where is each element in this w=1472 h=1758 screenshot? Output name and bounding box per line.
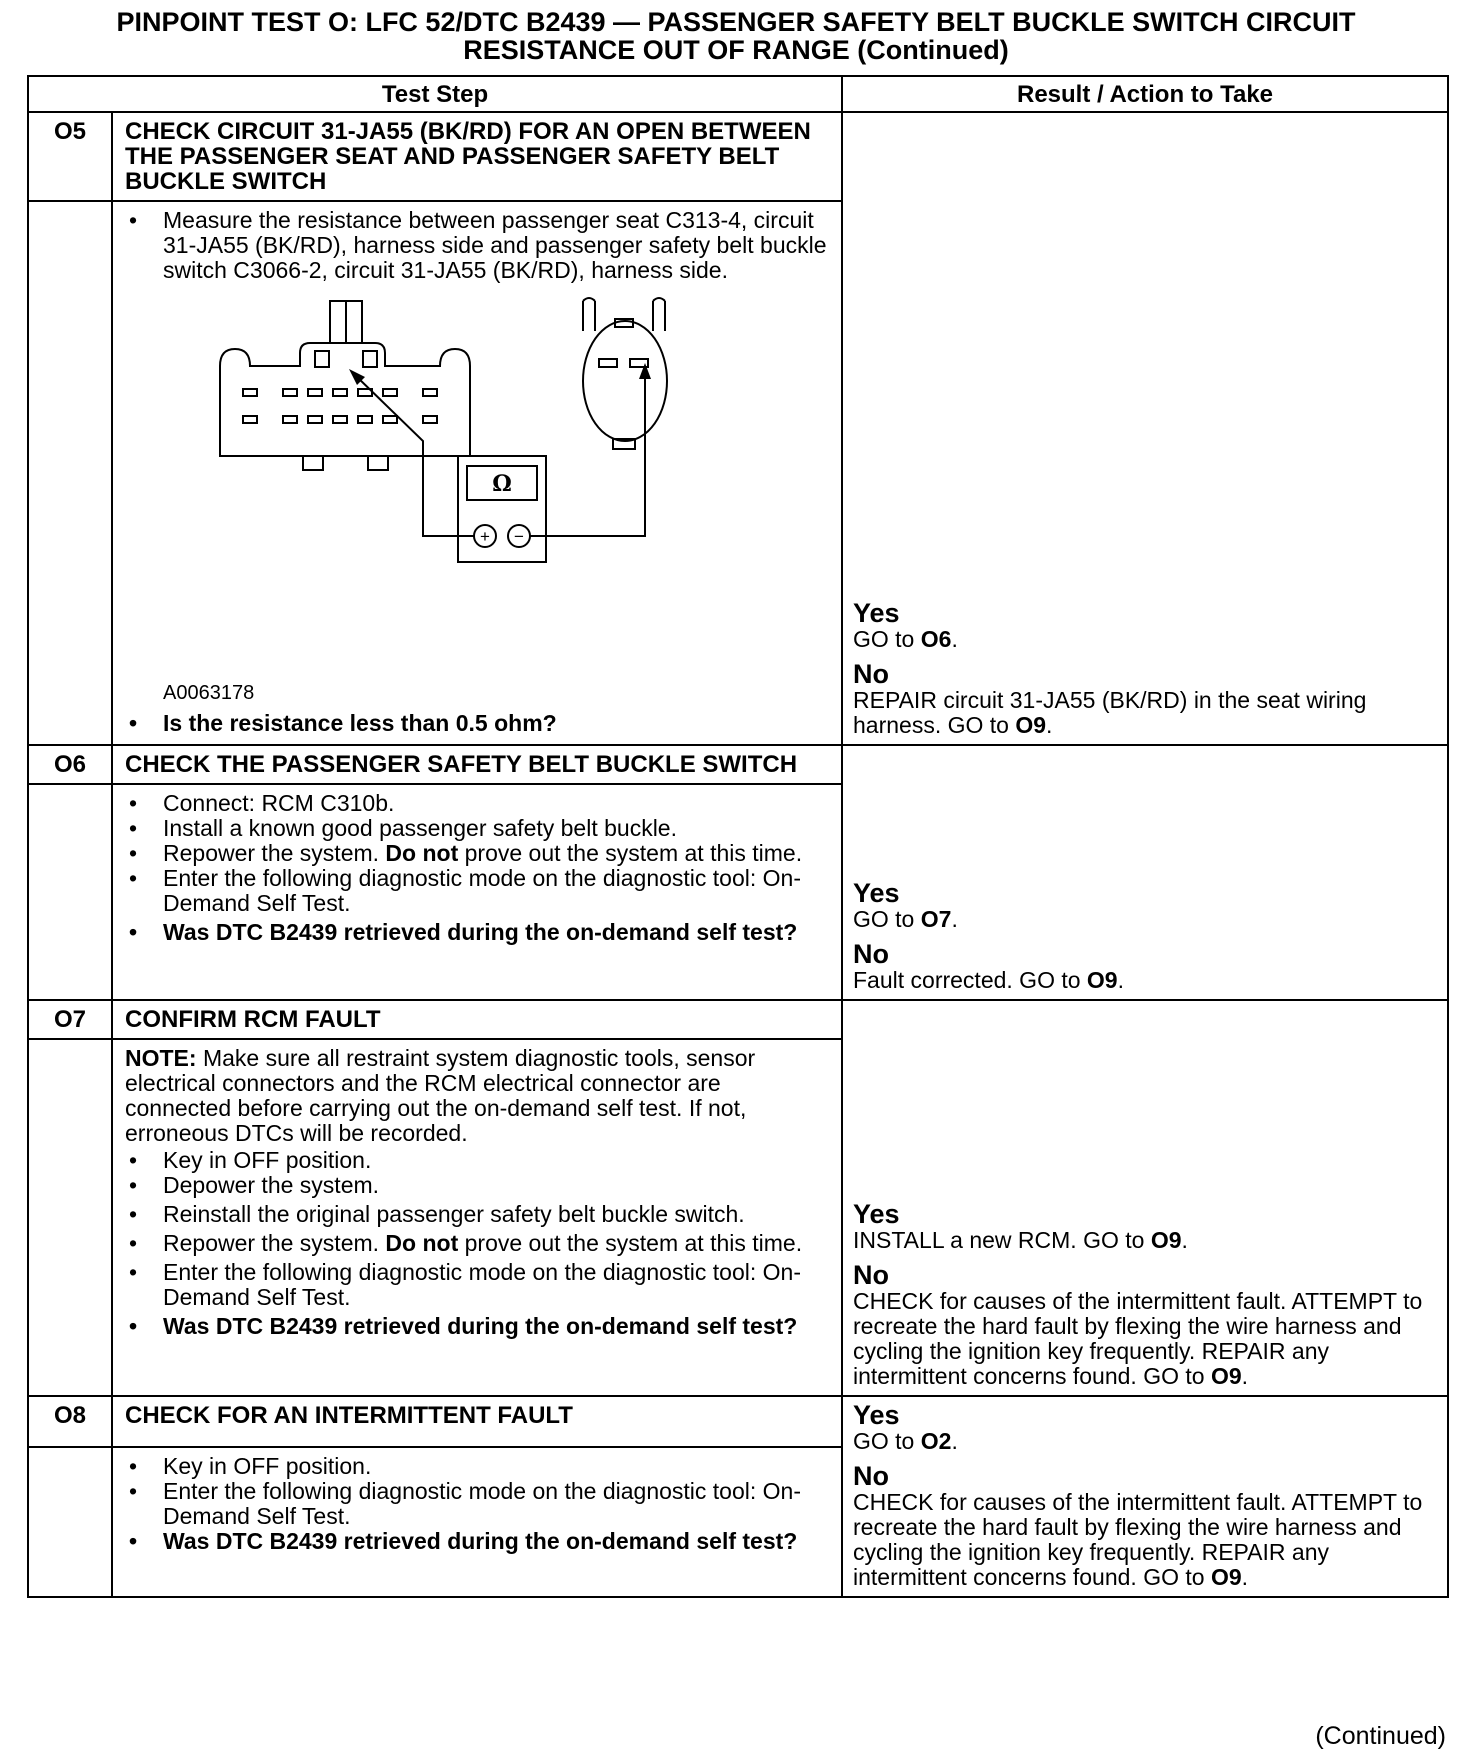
continued-label: (Continued) <box>1315 1722 1446 1750</box>
yes-label: Yes <box>853 878 900 908</box>
instruction-item: • Key in OFF position. <box>125 1148 831 1173</box>
title-line-1: PINPOINT TEST O: LFC 52/DTC B2439 — PASSENGER SAFETY BELT BUCKLE SWITCH CIRCUIT <box>116 7 1356 37</box>
step-result <box>842 1000 1448 1396</box>
instruction-item: • Repower the system. Do not prove out the system at this time. <box>125 1231 831 1256</box>
pinpoint-test-table <box>27 75 1449 1598</box>
test-question: • Was DTC B2439 retrieved during the on-demand self test? <box>125 1529 831 1554</box>
no-action: CHECK for causes of the intermittent fault. ATTEMPT to recreate the hard fault by flexing the wire harness and cycling the ignition key frequently. REPAIR any intermittent concerns found. GO to O9. <box>853 1489 1423 1590</box>
instruction-item: • Enter the following diagnostic mode on the diagnostic tool: On-Demand Self Test. <box>125 1260 831 1310</box>
header-row <box>28 76 1448 112</box>
instruction-item: • Depower the system. <box>125 1173 831 1198</box>
step-result <box>842 1396 1448 1597</box>
yes-label: Yes <box>853 1400 900 1430</box>
no-label: No <box>853 659 889 689</box>
step-instructions <box>112 1039 842 1396</box>
step-instructions <box>112 1447 842 1597</box>
no-label: No <box>853 1461 889 1491</box>
yes-label: Yes <box>853 1199 900 1229</box>
no-action: Fault corrected. GO to O9. <box>853 967 1124 993</box>
step-result <box>842 745 1448 1000</box>
step-heading: CHECK CIRCUIT 31-JA55 (BK/RD) FOR AN OPEN BETWEEN THE PASSENGER SEAT AND PASSENGER SAFETY BELT BUCKLE SWITCH <box>112 112 842 201</box>
note: NOTE: Make sure all restraint system diagnostic tools, sensor electrical connectors and the RCM electrical connector are connected before carrying out the on-demand self test. If not, erroneous DTCs will be recorded. <box>125 1045 756 1146</box>
resistance-measurement-figure <box>125 291 725 671</box>
meter-leads <box>355 371 645 536</box>
figure-id: A0063178 <box>163 682 255 704</box>
yes-action: GO to O6. <box>853 626 958 652</box>
test-question: • Is the resistance less than 0.5 ohm? <box>125 711 831 736</box>
step-row-o5 <box>28 112 1448 201</box>
step-row-o7 <box>28 1000 1448 1039</box>
step-id: O6 <box>28 745 112 784</box>
step-instructions <box>112 201 842 745</box>
yes-action: GO to O2. <box>853 1428 958 1454</box>
connector-pins <box>243 389 437 423</box>
column-header-test-step: Test Step <box>28 76 842 112</box>
yes-action: GO to O7. <box>853 906 958 932</box>
step-row-o8 <box>28 1396 1448 1447</box>
step-heading: CHECK THE PASSENGER SAFETY BELT BUCKLE SWITCH <box>112 745 842 784</box>
step-row-o6 <box>28 745 1448 784</box>
ohm-symbol: Ω <box>492 471 512 497</box>
step-heading: CONFIRM RCM FAULT <box>112 1000 842 1039</box>
svg-text:−: − <box>514 527 524 546</box>
step-id: O7 <box>28 1000 112 1039</box>
instruction-item: • Enter the following diagnostic mode on the diagnostic tool: On-Demand Self Test. <box>125 1479 831 1529</box>
instruction-item: • Connect: RCM C310b. <box>125 791 831 816</box>
instruction-item: • Install a known good passenger safety belt buckle. <box>125 816 831 841</box>
step-result <box>842 112 1448 745</box>
instruction-item: • Reinstall the original passenger safety belt buckle switch. <box>125 1202 831 1227</box>
no-label: No <box>853 1260 889 1290</box>
title-line-2: RESISTANCE OUT OF RANGE (Continued) <box>463 35 1009 65</box>
step-heading: CHECK FOR AN INTERMITTENT FAULT <box>112 1396 842 1447</box>
svg-text:+: + <box>480 527 490 546</box>
instruction-item: • Repower the system. Do not prove out the system at this time. <box>125 841 831 866</box>
circuit-diagram <box>125 291 831 711</box>
yes-action: INSTALL a new RCM. GO to O9. <box>853 1227 1188 1253</box>
no-label: No <box>853 939 889 969</box>
test-question: • Was DTC B2439 retrieved during the on-demand self test? <box>125 1314 831 1339</box>
instruction-item: • Key in OFF position. <box>125 1454 831 1479</box>
no-action: CHECK for causes of the intermittent fault. ATTEMPT to recreate the hard fault by flexing the wire harness and cycling the ignition key frequently. REPAIR any intermittent concerns found. GO to O9. <box>853 1288 1423 1389</box>
step-instructions <box>112 784 842 1000</box>
instruction-item: • Measure the resistance between passenger seat C313-4, circuit 31-JA55 (BK/RD), harness side and passenger safety belt buckle switch C3066-2, circuit 31-JA55 (BK/RD), harness side. <box>125 208 831 283</box>
column-header-result: Result / Action to Take <box>842 76 1448 112</box>
page-title <box>0 8 1472 64</box>
instruction-item: • Enter the following diagnostic mode on the diagnostic tool: On-Demand Self Test. <box>125 866 831 916</box>
step-id: O8 <box>28 1396 112 1447</box>
no-action: REPAIR circuit 31-JA55 (BK/RD) in the seat wiring harness. GO to O9. <box>853 687 1367 738</box>
yes-label: Yes <box>853 598 900 628</box>
test-question: • Was DTC B2439 retrieved during the on-demand self test? <box>125 920 831 945</box>
step-id: O5 <box>28 112 112 201</box>
